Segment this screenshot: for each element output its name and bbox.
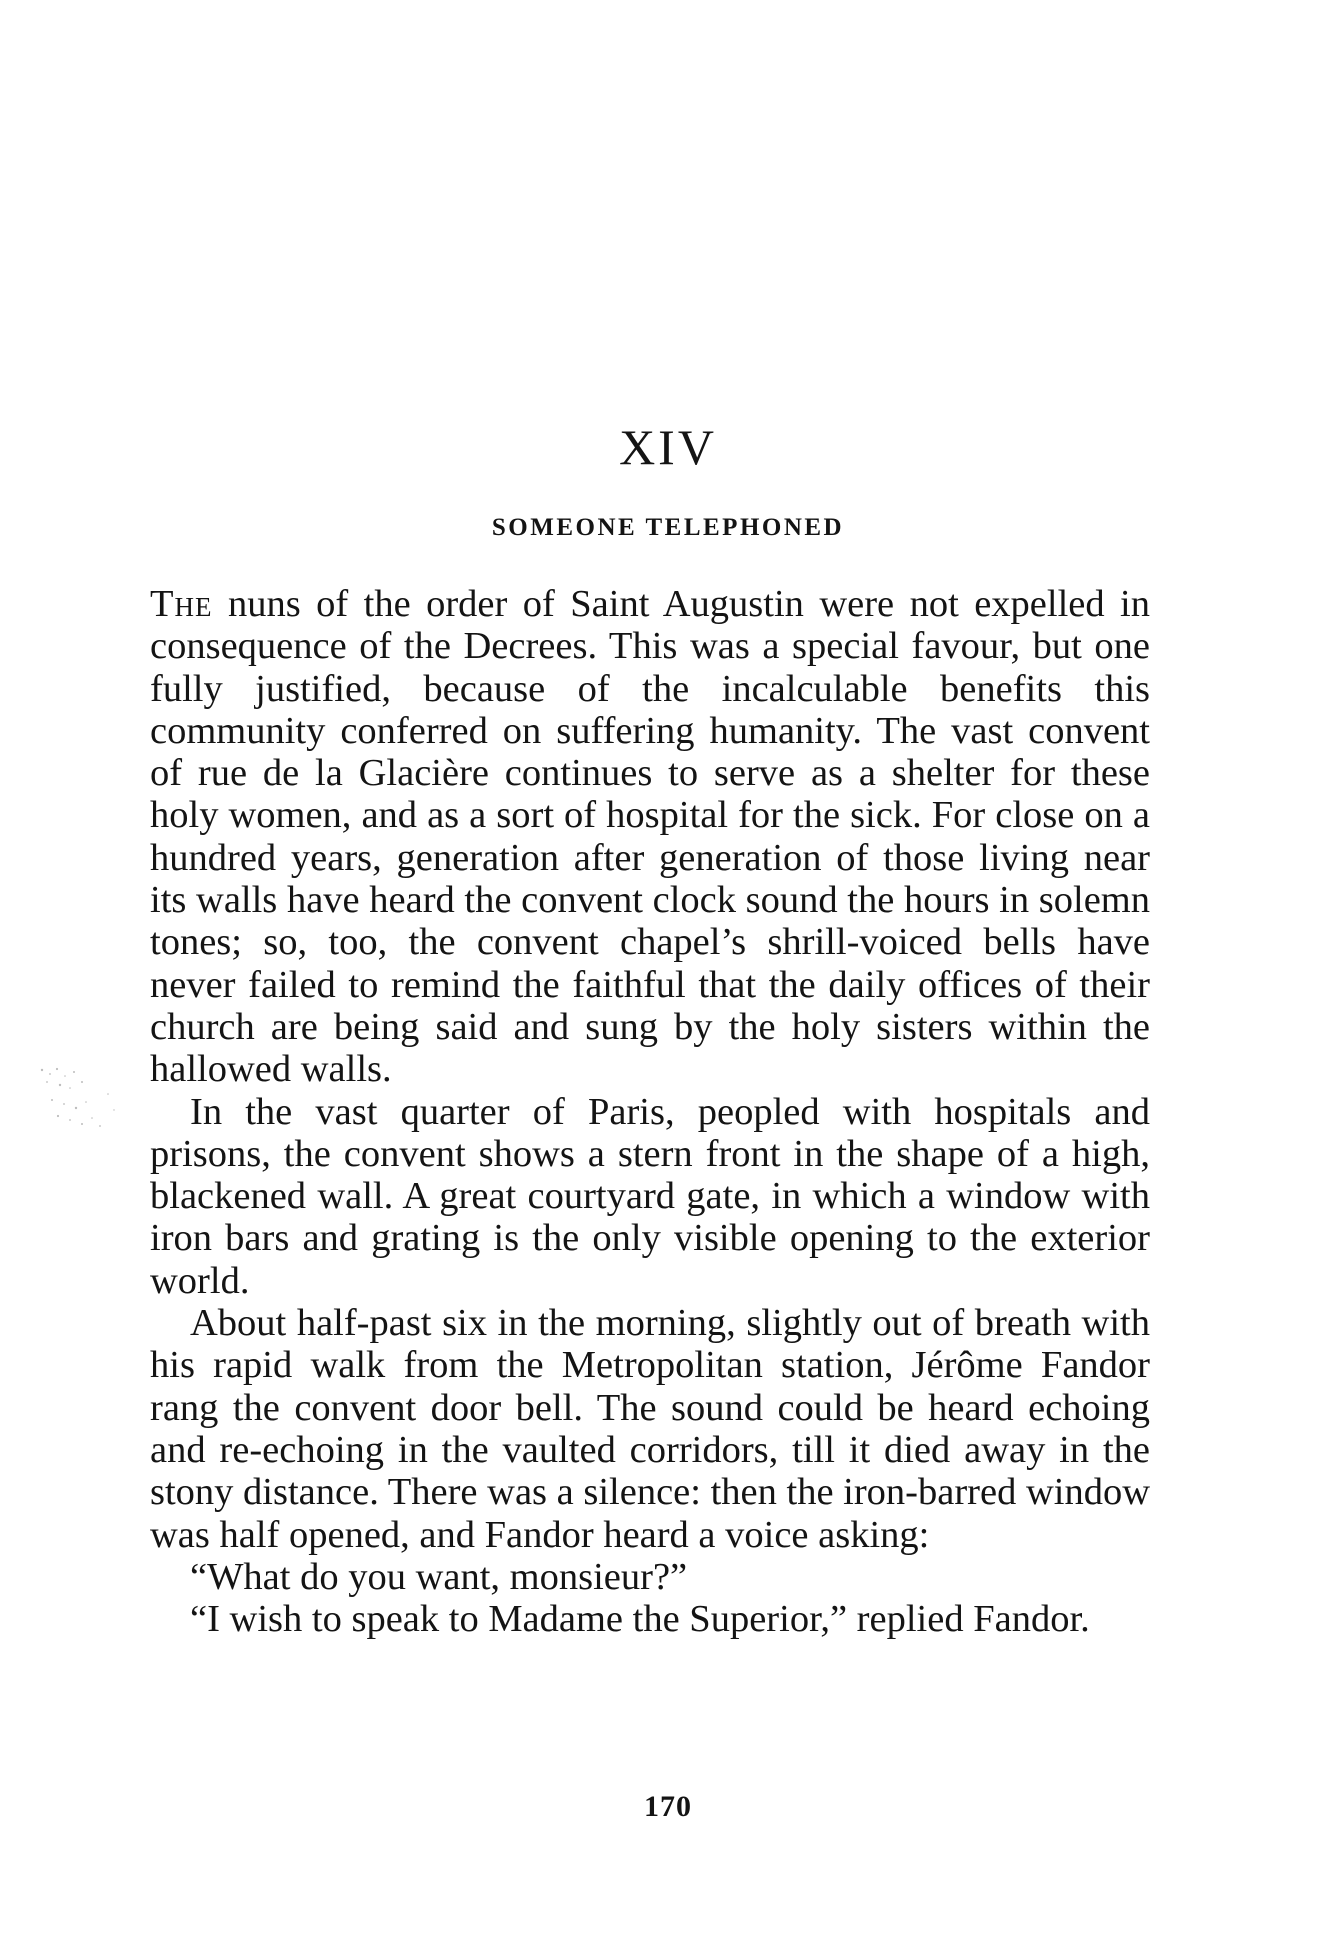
paragraph [150,583,1150,1091]
chapter-title: SOMEONE TELEPHONED [491,514,845,541]
scan-specks [30,1060,140,1150]
paragraph: “I wish to speak to Madame the Superior,” replied Fandor. [190,1598,1090,1641]
page-number: 170 [644,1790,692,1823]
paragraph-text: nuns of the order of Saint Augustin were not expelled in consequence of the Decrees. This was a special favour, but one fully justified, because of the incalculable benefits this community conferred on suffering humanity. The vast convent of rue de la Glacière continues to serve as a shelter for these holy women, and as a sort of hospital for the sick. For close on a hundred years, generation after generation of those living near its walls have heard the convent clock sound the hours in solemn tones; so, too, the convent chapel’s shrill-voiced bells have never failed to remind the faithful that the daily offices of their church are being said and sung by the holy sisters within the hallowed walls. [150,583,1150,1091]
paragraph: About half-past six in the morning, slightly out of breath with his rapid walk from the Metropolitan station, Jérôme Fandor rang the convent door bell. The sound could be heard echoing and re-echoing in the vaulted corridors, till it died away in the stony distance. There was a silence: then the iron-barred window was half opened, and Fandor heard a voice asking: [150,1302,1150,1556]
paragraph-lead-word: The [150,583,213,625]
paragraph: “What do you want, monsieur?” [190,1555,688,1598]
chapter-body [150,583,1150,1640]
chapter-number: XIV [619,419,717,475]
paragraph: In the vast quarter of Paris, peopled with hospitals and prisons, the convent shows a stern front in the shape of a high, blackened wall. A great courtyard gate, in which a window with iron bars and grating is the only visible opening to the exterior world. [150,1090,1150,1302]
